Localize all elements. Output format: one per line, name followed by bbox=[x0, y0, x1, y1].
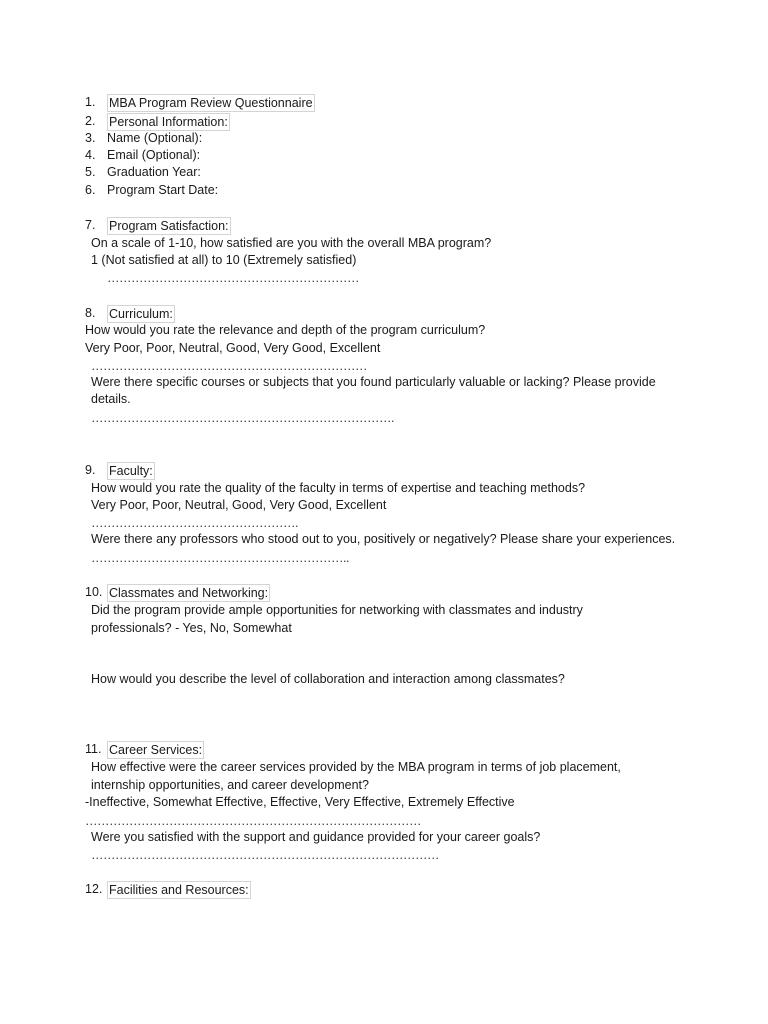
section-career-services: Career Services: bbox=[109, 743, 203, 757]
satisfaction-answer-blank: ……………………………………………………… bbox=[107, 271, 359, 285]
section-curriculum: Curriculum: bbox=[109, 307, 173, 321]
faculty-answer-blank-2: ……………………………………………………….. bbox=[91, 551, 349, 565]
section-classmates-networking: Classmates and Networking: bbox=[109, 586, 269, 600]
career-question-1-cont: internship opportunities, and career development? bbox=[91, 778, 369, 792]
networking-question-2: How would you describe the level of collaboration and interaction among classmates? bbox=[91, 672, 565, 686]
curriculum-answer-blank-2: …………………………………………………………………. bbox=[91, 411, 394, 425]
email-field-label: Email (Optional): bbox=[107, 148, 201, 162]
career-question-1: How effective were the career services provided by the MBA program in terms of job placement, bbox=[91, 760, 621, 774]
career-question-2: Were you satisfied with the support and guidance provided for your career goals? bbox=[91, 830, 541, 844]
curriculum-question-1: How would you rate the relevance and depth of the program curriculum? bbox=[85, 323, 486, 337]
document-title: MBA Program Review Questionnaire bbox=[109, 96, 313, 110]
section-faculty: Faculty: bbox=[109, 464, 153, 478]
section-program-satisfaction: Program Satisfaction: bbox=[109, 219, 229, 233]
name-field-label: Name (Optional): bbox=[107, 131, 203, 145]
networking-question-1-cont: professionals? - Yes, No, Somewhat bbox=[91, 621, 292, 635]
section-facilities-resources: Facilities and Resources: bbox=[109, 883, 249, 897]
graduation-year-label: Graduation Year: bbox=[107, 165, 201, 179]
curriculum-options: Very Poor, Poor, Neutral, Good, Very Good, Excellent bbox=[85, 341, 381, 355]
career-answer-blank-1: ………………………………………………………………………… bbox=[85, 814, 421, 828]
faculty-question-1: How would you rate the quality of the faculty in terms of expertise and teaching methods? bbox=[91, 481, 586, 495]
section-personal-information: Personal Information: bbox=[109, 115, 228, 129]
career-answer-blank-2: …………………………………………………………………………… bbox=[91, 848, 439, 862]
curriculum-question-2: Were there specific courses or subjects that you found particularly valuable or lacking? Please provide bbox=[91, 375, 656, 389]
faculty-question-2: Were there any professors who stood out to you, positively or negatively? Please share your experiences. bbox=[91, 532, 676, 546]
faculty-answer-blank-1: ……………………………………………. bbox=[91, 516, 298, 530]
curriculum-answer-blank-1: …………………………………………………………… bbox=[91, 359, 367, 373]
document-page: 1. MBA Program Review Questionnaire 2. Personal Information: 3. Name (Optional): 4. Email (Optional): 5. Graduation Year: 6. Program Start Date: 7. Program Satisfaction: On a scale of 1-10, how satisfied are you with the overall MBA program? 1 (Not satisfied at all) to 10 (Extremely satisfied) ……………………………………………………… 8. Curriculum: How would you rate the relevance and depth of the program curriculum? Very Poor, Poor, Neutral, Good, Very Good, Excellent …………………………………………………………… Were there specific courses or subjects that you found particularly valuable or lacking? Please provide details. …………………………………………………………………. 9. Faculty: How would you rate the quality of the faculty in terms of expertise and teaching methods? Very Poor, Poor, Neutral, Good, Very Good, Excellent ……………………………………………. Were there any professors who stood out to you, positively or negatively? Please share your experiences. ……………………………………………………….. 10. Classmates and Networking: Did the program provide ample opportunities for networking with classmates and industry professionals? - Yes, No, Somewhat How would you describe the level of collaboration and interaction among classmates? 11. Career Services: How effective were the career services provided by the MBA program in terms of job placement, internship opportunities, and career development? -Ineffective, Somewhat Effective, Effective, Very Effective, Extremely Effective ………………………………………………………………………… Were you satisfied with the support and guidance provided for your career goals? …………………………………………………………………………… 12. Facilities and Resources: bbox=[85, 95, 676, 897]
satisfaction-scale: 1 (Not satisfied at all) to 10 (Extremely satisfied) bbox=[91, 253, 357, 267]
career-options: -Ineffective, Somewhat Effective, Effective, Very Effective, Extremely Effective bbox=[85, 795, 515, 809]
networking-question-1: Did the program provide ample opportunities for networking with classmates and industry bbox=[91, 603, 583, 617]
faculty-options: Very Poor, Poor, Neutral, Good, Very Good, Excellent bbox=[91, 498, 387, 512]
curriculum-question-2-cont: details. bbox=[91, 392, 131, 406]
program-start-date-label: Program Start Date: bbox=[107, 183, 219, 197]
satisfaction-question: On a scale of 1-10, how satisfied are you with the overall MBA program? bbox=[91, 236, 492, 250]
